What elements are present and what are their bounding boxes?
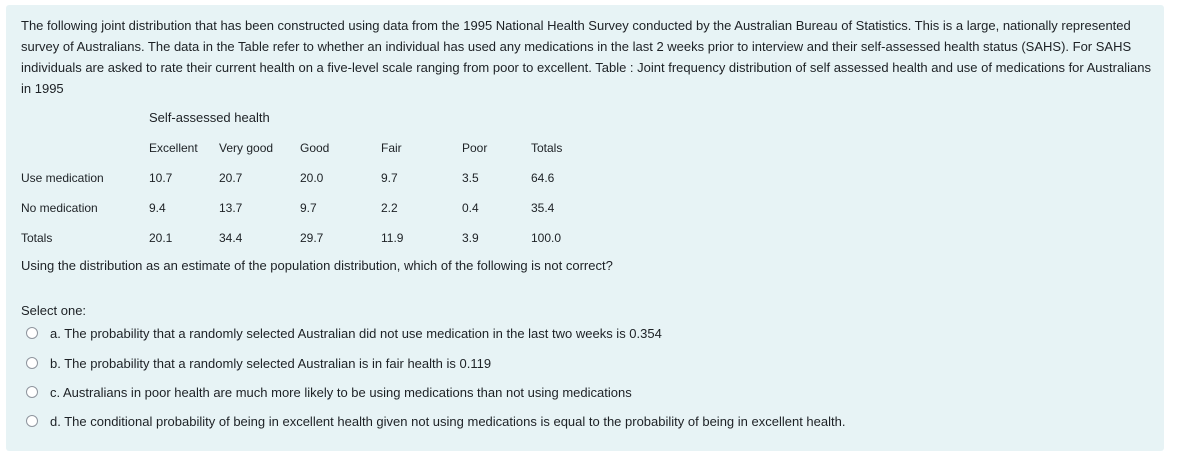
answer-option-b-label: b. The probability that a randomly selected Australian is in fair health is 0.119 xyxy=(50,355,492,371)
radio-button-b[interactable] xyxy=(26,357,38,369)
table-cell: 34.4 xyxy=(219,231,243,245)
row-label-no-medication: No medication xyxy=(21,201,98,215)
table-cell: 13.7 xyxy=(219,201,243,215)
question-panel xyxy=(6,5,1164,451)
table-cell: 20.7 xyxy=(219,171,243,185)
table-cell: 9.4 xyxy=(149,201,166,215)
table-cell: 9.7 xyxy=(300,201,317,215)
col-header-poor: Poor xyxy=(462,141,488,155)
answer-option-a-label: a. The probability that a randomly selected Australian did not use medication in the last two weeks is 0.354 xyxy=(50,325,662,341)
table-cell: 100.0 xyxy=(531,231,562,245)
table-cell: 20.0 xyxy=(300,171,324,185)
table-cell: 9.7 xyxy=(381,171,398,185)
table-cell: 20.1 xyxy=(149,231,173,245)
answer-option-a[interactable] xyxy=(26,323,662,343)
table-cell: 10.7 xyxy=(149,171,173,185)
radio-button-d[interactable] xyxy=(26,415,38,427)
radio-button-a[interactable] xyxy=(26,327,38,339)
table-cell: 0.4 xyxy=(462,201,479,215)
col-header-fair: Fair xyxy=(381,141,402,155)
table-cell: 3.9 xyxy=(462,231,479,245)
question-text: Using the distribution as an estimate of the population distribution, which of the following is not correct? xyxy=(21,258,613,273)
answer-option-b[interactable] xyxy=(26,353,491,373)
col-header-very-good: Very good xyxy=(219,141,274,155)
question-intro-text: The following joint distribution that has been constructed using data from the 1995 National Health Survey conducted by the Australian Bureau of Statistics. This is a large, nationally represented survey of Australians. The data in the Table refer to whether an individual has used any medications in the last 2 weeks prior to interview and their self-assessed health status (SAHS). For SAHS individuals are asked to rate their current health on a five-level scale ranging from poor to excellent. Table : Joint frequency distribution of self assessed health and use of medications for Australians in 1995 xyxy=(21,18,1151,96)
answer-option-c[interactable] xyxy=(26,382,632,402)
col-header-good: Good xyxy=(300,141,330,155)
table-cell: 11.9 xyxy=(381,231,404,245)
table-cell: 2.2 xyxy=(381,201,398,215)
col-header-totals: Totals xyxy=(531,141,563,155)
col-header-excellent: Excellent xyxy=(149,141,198,155)
group-header: Self-assessed health xyxy=(149,110,270,125)
answer-option-d-label: d. The conditional probability of being in excellent health given not using medications is equal to the probability of being in excellent health. xyxy=(50,413,846,429)
row-label-totals: Totals xyxy=(21,231,53,245)
table-cell: 29.7 xyxy=(300,231,324,245)
row-label-use-medication: Use medication xyxy=(21,171,104,185)
table-cell: 3.5 xyxy=(462,171,479,185)
table-cell: 35.4 xyxy=(531,201,555,215)
radio-button-c[interactable] xyxy=(26,386,38,398)
answer-option-c-label: c. Australians in poor health are much more likely to be using medications than not using medications xyxy=(50,384,632,400)
answer-option-d[interactable] xyxy=(26,411,845,431)
table-cell: 64.6 xyxy=(531,171,555,185)
select-one-prompt: Select one: xyxy=(21,303,87,318)
